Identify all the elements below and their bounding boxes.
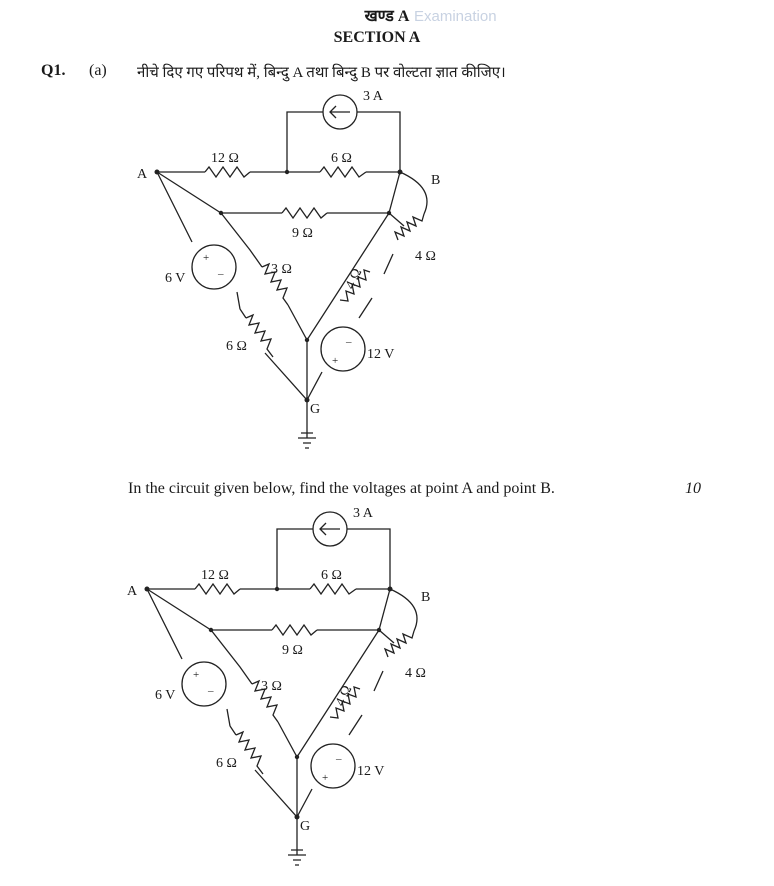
question-text-english: In the circuit given below, find the voltages at point A and point B. (128, 480, 555, 497)
resistor-4-ohm-outer (385, 631, 414, 657)
label-r-left-lower: 6 Ω (226, 339, 247, 354)
node-g-dot (295, 815, 300, 820)
label-r-top-right: 6 Ω (331, 151, 352, 166)
minus-sign: – (336, 753, 342, 765)
minus-sign: – (208, 685, 214, 697)
node-dot (295, 755, 299, 759)
question-part: (a) (89, 62, 107, 79)
label-node-b: B (431, 173, 441, 188)
minus-sign: – (218, 268, 224, 280)
label-r-right-inner: 4 Ω (333, 683, 356, 709)
label-r-middle: 9 Ω (292, 226, 313, 241)
voltage-source-12v (311, 744, 355, 788)
plus-sign: + (322, 772, 329, 784)
hindi-section-title: खण्ड A (364, 8, 410, 25)
watermark: Examination (414, 8, 497, 25)
node-dot (275, 587, 279, 591)
node-dot (377, 628, 381, 632)
label-r-right-outer: 4 Ω (415, 249, 436, 264)
label-r-left-inner: 3 Ω (271, 262, 292, 277)
label-node-b: B (421, 590, 431, 605)
label-current-source: 3 A (363, 89, 383, 104)
label-r-left-lower: 6 Ω (216, 756, 237, 771)
label-r-right-inner: 4 Ω (343, 266, 366, 292)
label-r-left-inner: 3 Ω (261, 679, 282, 694)
resistor-6-ohm-lower (236, 732, 263, 774)
node-a-dot (145, 587, 150, 592)
node-dot (209, 628, 213, 632)
question-marks: 10 (685, 480, 701, 497)
voltage-source-6v (182, 662, 226, 706)
minus-sign: – (346, 336, 352, 348)
plus-sign: + (203, 252, 210, 264)
label-r-top-left: 12 Ω (201, 568, 229, 583)
label-r-top-right: 6 Ω (321, 568, 342, 583)
plus-sign: + (193, 669, 200, 681)
section-title: SECTION A (333, 29, 421, 46)
label-v-left: 6 V (165, 271, 186, 286)
label-v-left: 6 V (155, 688, 176, 703)
label-r-middle: 9 Ω (282, 643, 303, 658)
label-node-g: G (310, 402, 321, 417)
resistor-6-ohm-top (310, 584, 356, 594)
resistor-9-ohm (272, 625, 317, 635)
plus-sign: + (332, 355, 339, 367)
label-v-right: 12 V (367, 347, 395, 362)
node-b-dot (388, 587, 393, 592)
label-r-top-left: 12 Ω (211, 151, 239, 166)
label-current-source: 3 A (353, 506, 373, 521)
resistor-12-ohm (195, 584, 240, 594)
label-node-a: A (137, 167, 148, 182)
label-v-right: 12 V (357, 764, 385, 779)
question-text-hindi: नीचे दिए गए परिपथ में, बिन्दु A तथा बिन्दु B पर वोल्टता ज्ञात कीजिए। (137, 65, 506, 81)
question-number: Q1. (41, 62, 66, 79)
label-node-a: A (127, 584, 138, 599)
label-r-right-outer: 4 Ω (405, 666, 426, 681)
label-node-g: G (300, 819, 311, 834)
